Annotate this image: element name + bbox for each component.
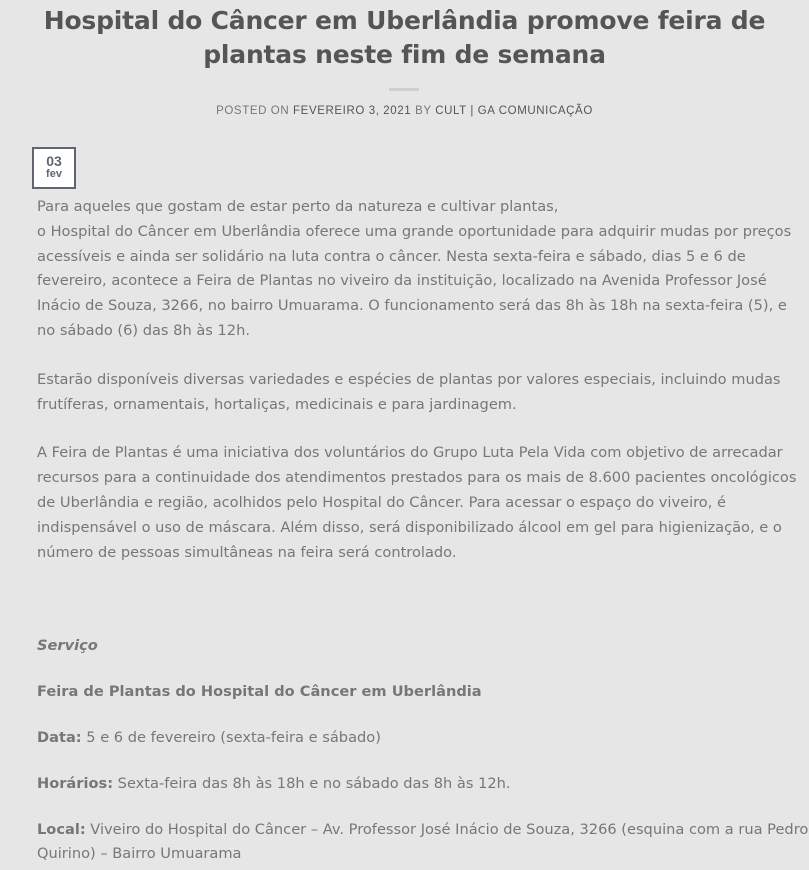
post-content	[37, 195, 809, 867]
service-hours-value: Sexta-feira das 8h às 18h e no sábado das 8h às 12h.	[113, 774, 511, 792]
paragraph-varieties: Estarão disponíveis diversas variedades e espécies de plantas por valores especiais, incluindo mudas frutíferas, ornamentais, hortaliças, medicinais e para jardinagem.	[37, 370, 781, 413]
date-badge	[32, 147, 76, 189]
date-badge-day: 03	[46, 153, 62, 169]
post-title: Hospital do Câncer em Uberlândia promove feira de plantas neste fim de semana	[43, 6, 766, 69]
paragraph-initiative: A Feira de Plantas é uma iniciativa dos voluntários do Grupo Luta Pela Vida com objetivo de arrecadar recursos para a continuidade dos atendimentos prestados para os mais de 8.600 pacientes oncológicos de Uberlândia e região, acolhidos pelo Hospital do Câncer. Para acessar o espaço do viveiro, é indispensável o uso de máscara. Além disso, será disponibilizado álcool em gel para higienização, e o número de pessoas simultâneas na feira será controlado.	[37, 444, 797, 561]
service-event-name: Feira de Plantas do Hospital do Câncer em Uberlândia	[37, 683, 482, 701]
meta-prefix: POSTED ON	[216, 105, 290, 117]
meta-author-link[interactable]: CULT | GA COMUNICAÇÃO	[435, 105, 593, 117]
post-meta	[0, 105, 809, 117]
service-date	[37, 726, 809, 751]
service-hours-label: Horários:	[37, 774, 114, 792]
date-badge-month: fev	[46, 168, 62, 180]
service-date-value: 5 e 6 de fevereiro (sexta-feira e sábado)	[81, 728, 381, 746]
meta-date-link[interactable]: FEVEREIRO 3, 2021	[293, 105, 412, 117]
title-divider	[389, 88, 419, 91]
service-location	[37, 818, 809, 868]
paragraph-intro: Para aqueles que gostam de estar perto da natureza e cultivar plantas, o Hospital do Câncer em Uberlândia oferece uma grande oportunidade para adquirir mudas por preços acessíveis e ainda ser solidário na luta contra o câncer. Nesta sexta-feira e sábado, dias 5 e 6 de fevereiro, acontece a Feira de Plantas no viveiro da instituição, localizado na Avenida Professor José Inácio de Souza, 3266, no bairro Umuarama. O funcionamento será das 8h às 18h na sexta-feira (5), e no sábado (6) das 8h às 12h.	[37, 198, 792, 339]
service-hours	[37, 772, 809, 797]
service-location-label: Local:	[37, 820, 86, 838]
service-heading: Serviço	[37, 637, 98, 655]
service-date-label: Data:	[37, 728, 82, 746]
service-location-value: Viveiro do Hospital do Câncer – Av. Professor José Inácio de Souza, 3266 (esquina com a rua Pedro Quirino) – Bairro Umuarama	[37, 820, 809, 863]
meta-by: BY	[415, 105, 432, 117]
